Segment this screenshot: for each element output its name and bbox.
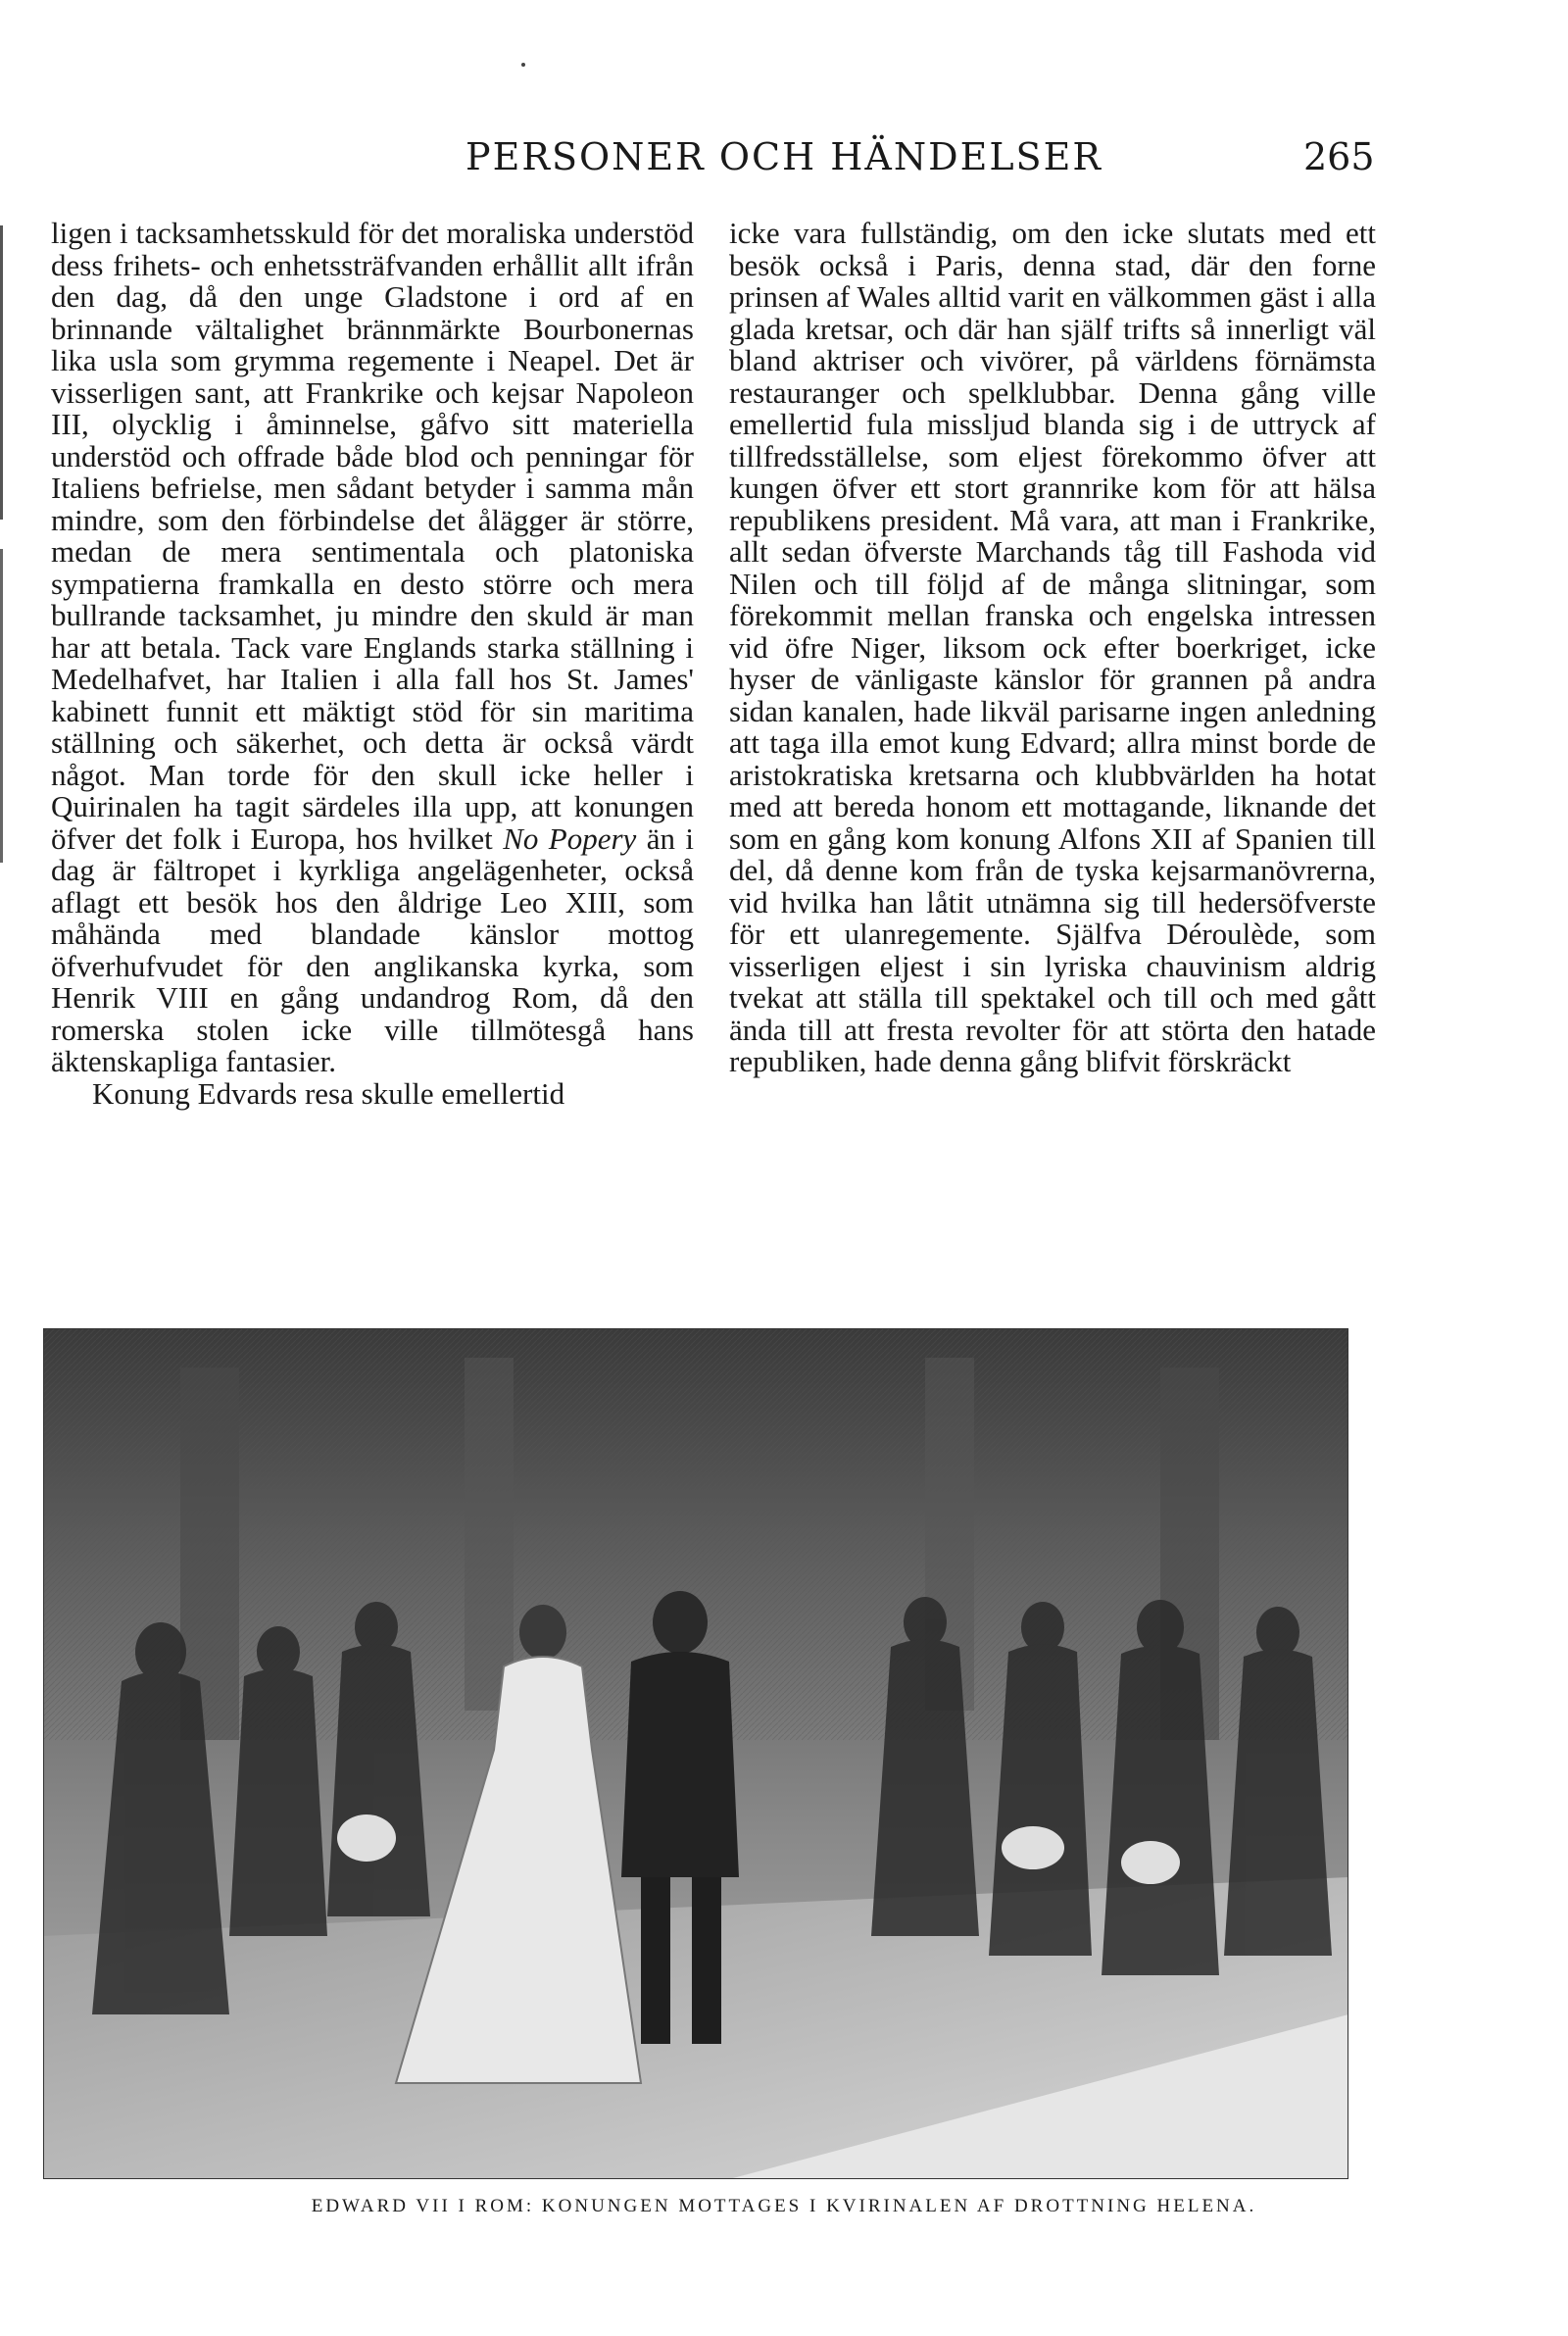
running-head: PERSONER OCH HÄNDELSER: [466, 135, 1102, 178]
margin-line: [0, 549, 3, 863]
left-paragraph-1: [51, 218, 694, 1078]
left-paragraph-1-text: ligen i tacksamhetsskuld för det moraliska understöd dess frihets- och enhetssträfvanden erhållit allt ifrån den dag, då den unge Gladstone i ord af en brinnande vältalighet brännmärkte Bourbonernas lika usla som grymma regemente i Neapel. Det är visserligen sant, att Frankrike och kejsar Napoleon III, olycklig i åminnelse, gåfvo sitt materiella understöd och offrade både blod och penningar för Italiens befrielse, men sådant betyder i samma mån mindre, som den förbindelse det ålägger är större, medan de mera sentimentala och platoniska sympatierna framkalla en desto större och mera bullrande tacksamhet, ju mindre den skuld är man har att betala. Tack vare Englands starka ställning i Medelhafvet, har Italien i alla fall hos St. James' kabinett funnit ett mäktigt stöd för sin maritima ställning och säkerhet, och detta är också värdt något. Man torde för den skull icke heller i Quirinalen ha tagit särdeles illa upp, att konungen öfver det folk i Europa, hos hvilket: [51, 218, 694, 856]
right-column: [729, 218, 1376, 1306]
right-paragraph: icke vara fullständig, om den icke slutats med ett besök också i Paris, denna stad, där den forne prinsen af Wales alltid varit en välkommen gäst i alla glada kretsar, och där han själf trifts så innerligt väl bland aktriser och vivörer, på världens förnämsta restauranger och spelklubbar. Denna gång ville emellertid fula missljud blanda sig i de uttryck af tillfredsställelse, som eljest förekommo öfver att kungen öfver ett stort grannrike kom för att hälsa republikens president. Må vara, att man i Frankrike, allt sedan öfverste Marchands tåg till Fashoda vid Nilen och till följd af de många slitningar, som förekommit mellan franska och engelska intressen vid öfre Niger, liksom ock efter boerkriget, icke hyser de vänligaste känslor för grannen på andra sidan kanalen, hade likväl parisarne ingen anledning att taga illa emot kung Edvard; allra minst borde de aristokratiska kretsarna och klubbvärlden ha hotat med att bereda honom ett mottagande, liknande det som en gång kom konung Alfons XII af Spanien till del, då denne kom från de tyska kejsarmanövrerna, vid hvilka han låtit utnämna sig till hedersöfverste för ett ulanregemente. Själfva Déroulède, som visserligen eljest i sin lyriska chauvinism aldrig tvekat att ställa till spektakel och till och med gått ända till att fresta revolter för att störta den hatade republiken, hade denna gång blifvit förskräckt: [729, 218, 1376, 1078]
margin-line: [0, 225, 3, 520]
page-number: 265: [1303, 135, 1375, 178]
left-column: [51, 218, 694, 1306]
print-speck: [521, 63, 525, 67]
left-paragraph-2: Konung Edvards resa skulle emellertid: [92, 1075, 565, 1111]
italic-phrase: No Popery: [503, 820, 637, 856]
left-paragraph-1-end: än i dag är fältropet i kyrkliga angelägenheter, också aflagt ett besök hos den åldrige Leo XIII, som måhända med blandade känslor mottog öfverhufvudet för den anglikanska kyrka, som Henrik VIII en gång undandrog Rom, då den romerska stolen icke ville tillmötesgå hans äktenskapliga fantasier.: [51, 820, 694, 1078]
illustration-reception-scene: [43, 1328, 1348, 2179]
illustration-caption: EDWARD VII I ROM: KONUNGEN MOTTAGES I KVIRINALEN AF DROTTNING HELENA.: [311, 2196, 1257, 2216]
